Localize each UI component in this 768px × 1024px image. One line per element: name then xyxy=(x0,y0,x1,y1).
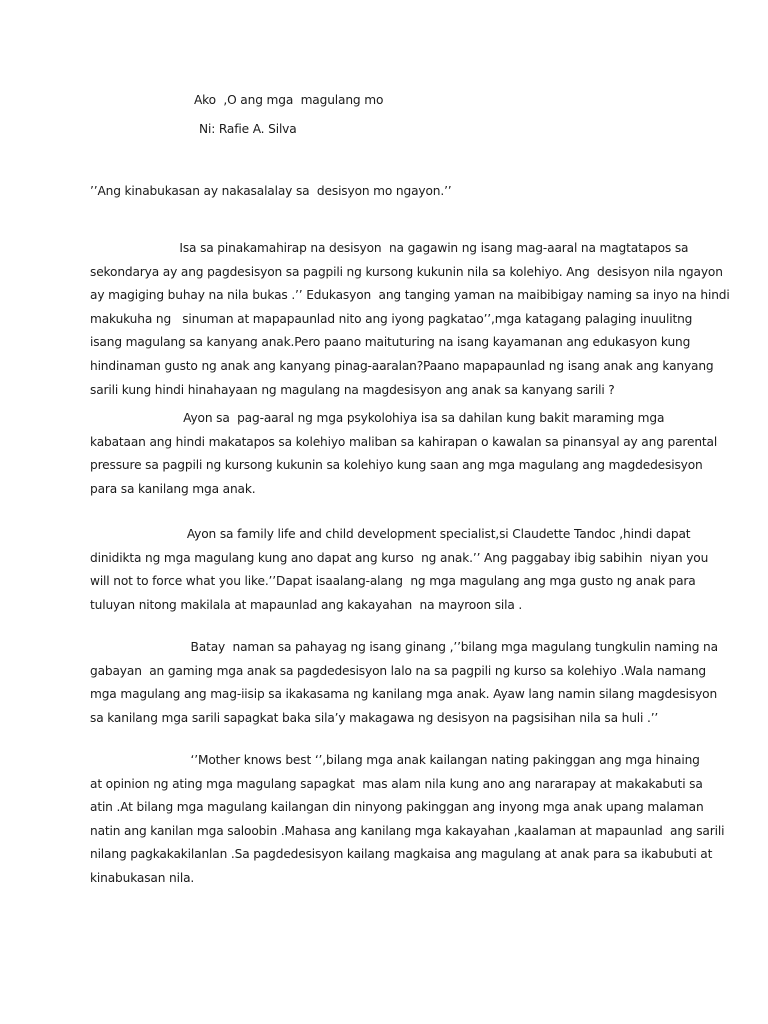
paragraph-line: pressure sa pagpili ng kursong kukunin sa kolehiyo kung saan ang mga magulang ang magdedesisyon xyxy=(90,458,703,473)
paragraph-5 xyxy=(90,749,725,891)
paragraph-line: tuluyan nitong makilala at mapaunlad ang kakayahan na mayroon sila . xyxy=(90,597,523,612)
document-author: Ni: Rafie A. Silva xyxy=(199,122,297,136)
paragraph-line: para sa kanilang mga anak. xyxy=(90,481,256,496)
paragraph-line: gabayan an gaming mga anak sa pagdedesisyon lalo na sa pagpili ng kurso sa kolehiyo .Wala namang xyxy=(90,663,706,678)
paragraph-line: sekondarya ay ang pagdesisyon sa pagpili ng kursong kukunin nila sa kolehiyo. Ang desisyon nila ngayon xyxy=(90,264,723,279)
paragraph-line: dinidikta ng mga magulang kung ano dapat ang kurso ng anak.’’ Ang paggabay ibig sabihin niyan you xyxy=(90,550,709,565)
paragraph-line: kinabukasan nila. xyxy=(90,870,195,885)
document-title: Ako ,O ang mga magulang mo xyxy=(194,93,384,107)
paragraph-2 xyxy=(90,407,718,501)
document-epigraph: ’’Ang kinabukasan ay nakasalalay sa desisyon mo ngayon.’’ xyxy=(90,184,452,198)
paragraph-line: Batay naman sa pahayag ng isang ginang ,’’bilang mga magulang tungkulin naming na xyxy=(90,640,718,654)
paragraph-4 xyxy=(90,636,718,730)
paragraph-line: nilang pagkakakilanlan .Sa pagdedesisyon kailang magkaisa ang magulang at anak para sa ikabubuti at xyxy=(90,847,713,862)
paragraph-line: Ayon sa family life and child development specialist,si Claudette Tandoc ,hindi dapat xyxy=(90,527,691,541)
paragraph-line: will not to force what you like.’’Dapat isaalang-alang ng mga magulang ang mga gusto ng anak para xyxy=(90,574,696,589)
paragraph-1 xyxy=(90,237,730,402)
paragraph-line: sarili kung hindi hinahayaan ng magulang na magdesisyon ang anak sa kanyang sarili ? xyxy=(90,382,615,397)
paragraph-line: Isa sa pinakamahirap na desisyon na gagawin ng isang mag-aaral na magtatapos sa xyxy=(90,241,689,255)
paragraph-line: kabataan ang hindi makatapos sa kolehiyo maliban sa kahirapan o kawalan sa pinansyal ay ang parental xyxy=(90,434,718,449)
paragraph-3 xyxy=(90,523,709,617)
paragraph-line: hindinaman gusto ng anak ang kanyang pinag-aaralan?Paano mapapaunlad ng isang anak ang kanyang xyxy=(90,358,714,373)
paragraph-line: sa kanilang mga sarili sapagkat baka sila’y makagawa ng desisyon na pagsisihan nila sa huli .’’ xyxy=(90,710,659,725)
paragraph-line: makukuha ng sinuman at mapapaunlad nito ang iyong pagkatao’’,mga katagang palaging inuulitng xyxy=(90,311,693,326)
paragraph-line: mga magulang ang mag-iisip sa ikakasama ng kanilang mga anak. Ayaw lang namin silang magdesisyon xyxy=(90,687,718,702)
paragraph-line: ‘’Mother knows best ‘’,bilang mga anak kailangan nating pakinggan ang mga hinaing xyxy=(90,753,700,767)
paragraph-line: atin .At bilang mga magulang kailangan din ninyong pakinggan ang inyong mga anak upang malaman xyxy=(90,800,704,815)
paragraph-line: ay magiging buhay na nila bukas .’’ Edukasyon ang tanging yaman na maibibigay naming sa inyo na hindi xyxy=(90,288,730,303)
paragraph-line: Ayon sa pag-aaral ng mga psykolohiya isa sa dahilan kung bakit maraming mga xyxy=(90,411,665,425)
paragraph-line: natin ang kanilan mga saloobin .Mahasa ang kanilang mga kakayahan ,kaalaman at mapaunlad ang sarili xyxy=(90,823,725,838)
paragraph-line: at opinion ng ating mga magulang sapagkat mas alam nila kung ano ang nararapay at makakabuti sa xyxy=(90,776,703,791)
paragraph-line: isang magulang sa kanyang anak.Pero paano maituturing na isang kayamanan ang edukasyon kung xyxy=(90,335,691,350)
